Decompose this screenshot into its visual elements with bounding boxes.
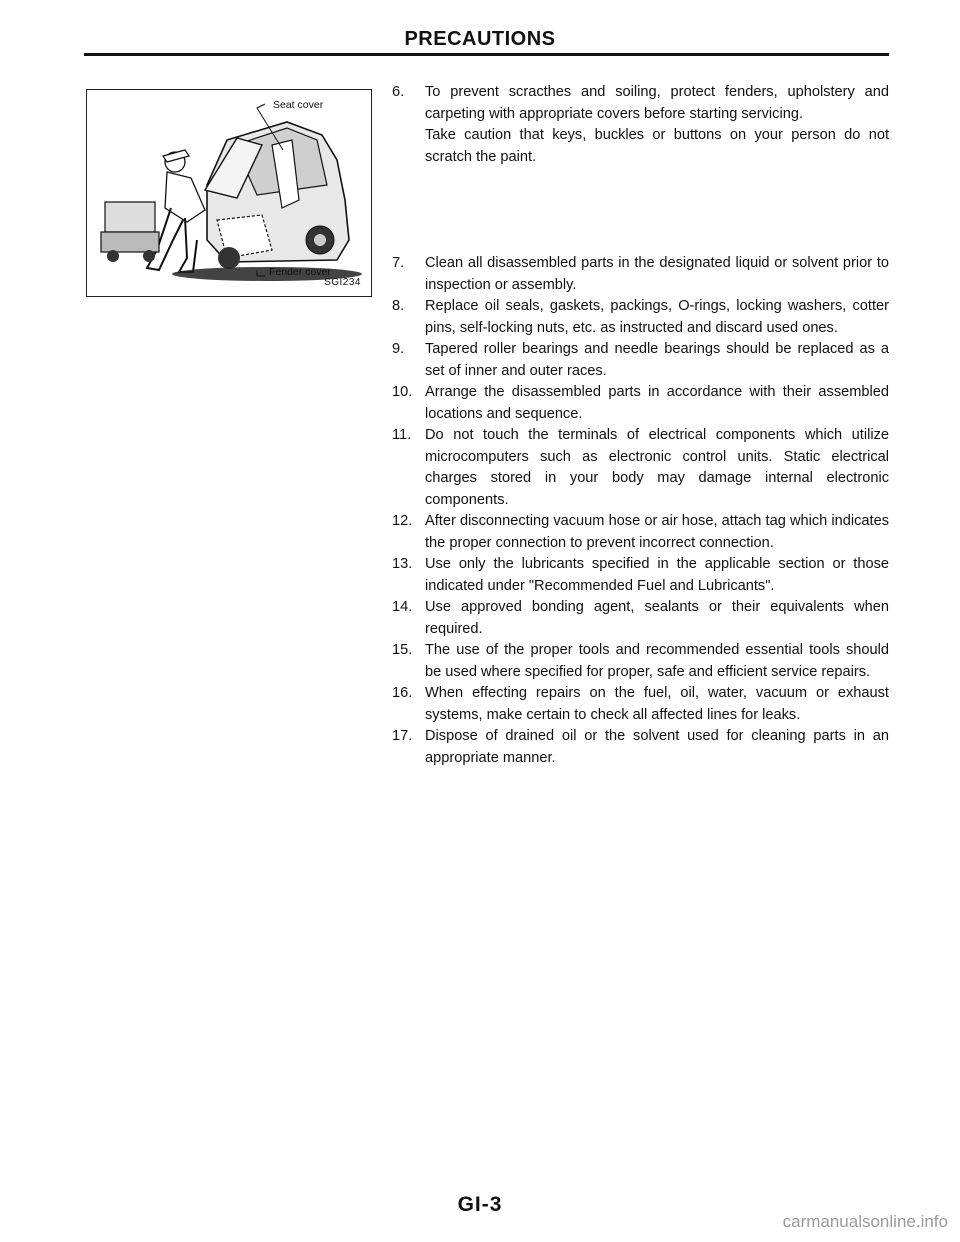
item-text-note: Take caution that keys, buckles or buttons on your person do not scratch the paint. <box>425 127 889 165</box>
item-text: To prevent scracthes and soiling, protect fenders, upholstery and carpeting with appropriate covers before starting servicing. <box>425 84 889 122</box>
list-item <box>392 511 889 554</box>
item-text: Arrange the disassembled parts in accordance with their assembled locations and sequence. <box>425 384 889 422</box>
list-item <box>392 425 889 511</box>
item-number: 16. <box>392 685 413 701</box>
list-item <box>392 82 889 168</box>
item-text: Tapered roller bearings and needle bearings should be replaced as a set of inner and outer races. <box>425 341 889 379</box>
item-number: 9. <box>392 341 405 357</box>
item-text: When effecting repairs on the fuel, oil, water, vacuum or exhaust systems, make certain to check all affected lines for leaks. <box>425 685 889 723</box>
item-text: Use approved bonding agent, sealants or their equivalents when required. <box>425 599 889 637</box>
item-number: 12. <box>392 513 413 529</box>
item-text: After disconnecting vacuum hose or air hose, attach tag which indicates the proper connection to prevent incorrect connection. <box>425 513 889 551</box>
item-text: The use of the proper tools and recommended essential tools should be used where specified for proper, safe and efficient service repairs. <box>425 642 889 680</box>
header-rule <box>84 53 889 56</box>
car-service-illustration <box>86 89 372 297</box>
page-title: PRECAUTIONS <box>404 28 556 50</box>
figure-code: SGI234 <box>324 277 361 288</box>
item-text: Dispose of drained oil or the solvent used for cleaning parts in an appropriate manner. <box>425 728 889 766</box>
list-item <box>392 683 889 726</box>
list-item <box>392 339 889 382</box>
item-number: 6. <box>392 84 405 100</box>
item-number: 13. <box>392 556 413 572</box>
item-text: Clean all disassembled parts in the designated liquid or solvent prior to inspection or assembly. <box>425 255 889 293</box>
list-item <box>392 554 889 597</box>
list-item <box>392 597 889 640</box>
item-text: Do not touch the terminals of electrical components which utilize microcomputers such as electronic control units. Static electrical charges stored in your body may damage internal electronic components. <box>425 427 889 508</box>
page-number: GI-3 <box>457 1193 503 1216</box>
item-number: 7. <box>392 255 405 271</box>
seat-cover-label: Seat cover <box>273 99 324 111</box>
list-item <box>392 382 889 425</box>
watermark: carmanualsonline.info <box>782 1212 948 1231</box>
list-item <box>392 640 889 683</box>
item-number: 10. <box>392 384 413 400</box>
fender-cover-label: Fender cover <box>269 266 331 278</box>
item-number: 11. <box>392 427 412 443</box>
item-number: 14. <box>392 599 413 615</box>
item-number: 8. <box>392 298 405 314</box>
item-text: Replace oil seals, gaskets, packings, O-rings, locking washers, cotter pins, self-locking nuts, etc. as instructed and discard used ones. <box>425 298 889 336</box>
item-number: 17. <box>392 728 413 744</box>
item-text: Use only the lubricants specified in the applicable section or those indicated under "Recommended Fuel and Lubricants". <box>425 556 889 594</box>
list-item <box>392 726 889 769</box>
list-item <box>392 253 889 296</box>
precautions-list <box>392 82 889 769</box>
item-number: 15. <box>392 642 413 658</box>
list-item <box>392 296 889 339</box>
